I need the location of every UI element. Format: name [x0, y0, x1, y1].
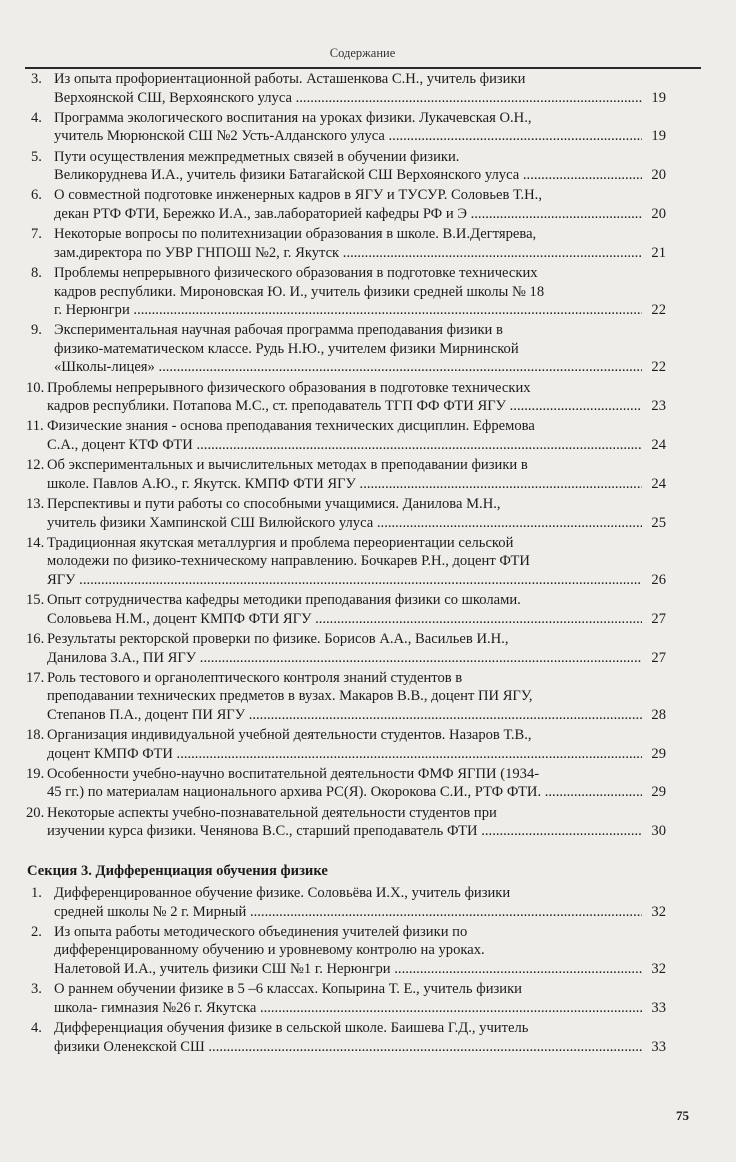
entry-page-number: 33 — [651, 999, 666, 1016]
toc-entry — [0, 1019, 736, 1056]
entry-text-line: Программа экологического воспитания на уроках физики. Лукачевская О.Н., — [54, 109, 532, 126]
entry-number: 14. — [26, 534, 45, 551]
entry-number: 5. — [31, 148, 42, 165]
entry-text-line: Организация индивидуальной учебной деятельности студентов. Назаров Т.В., — [47, 727, 532, 744]
entry-number: 8. — [31, 264, 42, 281]
entry-text-line: ЯГУ ..... — [47, 571, 642, 590]
entry-page-number: 30 — [651, 823, 666, 840]
entry-page-number: 20 — [651, 167, 666, 184]
toc-entry — [0, 765, 736, 802]
toc-entry — [0, 534, 736, 590]
table-of-contents — [0, 70, 736, 842]
entry-text-line: 45 гг.) по материалам национального архива РС(Я). Окорокова С.И., РТФ ФТИ. ..... — [47, 783, 642, 802]
entry-text-line: зам.директора по УВР ГНПОШ №2, г. Якутск ..... — [54, 244, 642, 263]
entry-text-line: средней школы № 2 г. Мирный ..... — [54, 903, 642, 922]
entry-number: 10. — [26, 379, 45, 396]
toc-entry — [0, 884, 736, 921]
entry-number: 4. — [31, 1019, 42, 1036]
entry-text-line: О раннем обучении физике в 5 –6 классах. Копырина Т. Е., учитель физики — [54, 981, 522, 998]
entry-text-line: Великоруднева И.А., учитель физики Батагайской СШ Верхоянского улуса ..... — [54, 166, 642, 185]
entry-text-line: Результаты ректорской проверки по физике. Борисов А.А., Васильев И.Н., — [47, 630, 509, 647]
entry-page-number: 20 — [651, 205, 666, 222]
entry-text-line: Налетовой И.А., учитель физики СШ №1 г. Нерюнгри ..... — [54, 960, 642, 979]
entry-text-line: Соловьева Н.М., доцент КМПФ ФТИ ЯГУ ..... — [47, 610, 642, 629]
entry-number: 4. — [31, 109, 42, 126]
entry-number: 12. — [26, 457, 45, 474]
entry-page-number: 21 — [651, 244, 666, 261]
entry-text-line: Некоторые аспекты учебно-познавательной деятельности студентов при — [47, 804, 497, 821]
toc-entry — [0, 495, 736, 532]
running-header: Содержание — [329, 46, 396, 60]
entry-number: 1. — [31, 885, 42, 901]
entry-text-line: школа- гимназия №26 г. Якутска ..... — [54, 999, 642, 1018]
entry-text-line: Дифференцированное обучение физике. Соловьёва И.Х., учитель физики — [54, 885, 511, 901]
entry-text-line: Экспериментальная научная рабочая программа преподавания физики в — [54, 322, 503, 339]
entry-number: 13. — [26, 496, 45, 512]
entry-number: 17. — [26, 669, 45, 686]
toc-entry — [0, 726, 736, 763]
entry-number: 15. — [26, 592, 45, 609]
entry-text-line: О совместной подготовке инженерных кадров в ЯГУ и ТУСУР. Соловьев Т.Н., — [54, 187, 542, 204]
entry-text-line: Верхоянской СШ, Верхоянского улуса ..... — [54, 89, 642, 108]
entry-text-line: Некоторые вопросы по политехнизации образования в школе. В.И.Дегтярева, — [54, 226, 537, 243]
entry-text-line: школе. Павлов А.Ю., г. Якутск. КМПФ ФТИ ЯГУ ..... — [47, 475, 642, 494]
entry-text-line: Пути осуществления межпредметных связей в обучении физики. — [54, 148, 460, 165]
toc-entry — [0, 321, 736, 377]
entry-number: 3. — [31, 981, 42, 998]
entry-number: 16. — [26, 630, 45, 647]
toc-entry — [0, 456, 736, 493]
entry-text-line: «Школы-лицея» ..... — [54, 358, 642, 377]
entry-text-line: Проблемы непрерывного физического образования в подготовке технических — [47, 379, 531, 396]
entry-text-line: доцент КМПФ ФТИ ..... — [47, 745, 642, 764]
toc-entry — [0, 923, 736, 979]
toc-entry — [0, 70, 736, 107]
page-number: 75 — [676, 1108, 689, 1123]
toc-entry — [0, 980, 736, 1017]
entry-number: 19. — [26, 765, 45, 782]
entry-text-line: Опыт сотрудничества кафедры методики преподавания физики со школами. — [47, 592, 521, 609]
entry-page-number: 19 — [651, 89, 666, 106]
section-title: Секция 3. Дифференциация обучения физике — [27, 863, 328, 879]
entry-text-line: преподавании технических предметов в вузах. Макаров В.В., доцент ПИ ЯГУ, — [47, 688, 533, 705]
entry-number: 18. — [26, 727, 45, 744]
entry-number: 9. — [31, 322, 42, 339]
toc-entry — [0, 109, 736, 146]
entry-page-number: 28 — [651, 706, 666, 723]
entry-page-number: 22 — [651, 359, 666, 376]
entry-page-number: 25 — [651, 514, 666, 531]
entry-text-line: учитель Мюрюнской СШ №2 Усть-Алданского улуса ..... — [54, 127, 642, 146]
entry-number: 11. — [26, 418, 44, 435]
entry-page-number: 33 — [651, 1038, 666, 1055]
entry-page-number: 32 — [651, 903, 666, 920]
entry-page-number: 24 — [651, 437, 666, 454]
entry-text-line: кадров республики. Потапова М.С., ст. преподаватель ТГП ФФ ФТИ ЯГУ ..... — [47, 397, 642, 416]
entry-text-line: декан РТФ ФТИ, Бережко И.А., зав.лабораторией кафедры РФ и Э ..... — [54, 205, 642, 224]
entry-text-line: Физические знания - основа преподавания технических дисциплин. Ефремова — [47, 418, 535, 435]
entry-text-line: Проблемы непрерывного физического образования в подготовке технических — [54, 264, 538, 281]
section-3-entries — [0, 884, 736, 1058]
entry-text-line: Особенности учебно-научно воспитательной деятельности ФМФ ЯГПИ (1934- — [47, 765, 540, 782]
entry-page-number: 22 — [651, 302, 666, 319]
entry-text-line: Из опыта профориентационной работы. Асташенкова С.Н., учитель физики — [54, 71, 526, 87]
entry-number: 2. — [31, 923, 42, 940]
entry-number: 7. — [31, 226, 42, 243]
toc-entry — [0, 804, 736, 841]
toc-entry — [0, 148, 736, 185]
entry-text-line: кадров республики. Мироновская Ю. И., учитель физики средней школы № 18 — [54, 283, 545, 300]
toc-entry — [0, 417, 736, 454]
entry-text-line: изучении курса физики. Ченянова В.С., старший преподаватель ФТИ ..... — [47, 822, 642, 841]
entry-text-line: Дифференциация обучения физике в сельской школе. Баишева Г.Д., учитель — [54, 1019, 529, 1036]
toc-entry — [0, 225, 736, 262]
entry-text-line: Традиционная якутская металлургия и проблема переориентации сельской — [47, 534, 514, 551]
entry-number: 20. — [26, 804, 45, 821]
entry-text-line: г. Нерюнгри ..... — [54, 301, 642, 320]
toc-entry — [0, 630, 736, 667]
header-rule — [25, 67, 701, 69]
entry-page-number: 19 — [651, 128, 666, 145]
entry-text-line: Роль тестового и органолептического контроля знаний студентов в — [47, 669, 463, 686]
toc-entry — [0, 186, 736, 223]
entry-page-number: 23 — [651, 398, 666, 415]
toc-entry — [0, 669, 736, 725]
entry-number: 6. — [31, 187, 42, 204]
toc-entry — [0, 264, 736, 320]
entry-text-line: С.А., доцент КТФ ФТИ ..... — [47, 436, 642, 455]
entry-page-number: 24 — [651, 475, 666, 492]
entry-text-line: молодежи по физико-техническому направлению. Бочкарев Р.Н., доцент ФТИ — [47, 553, 530, 570]
entry-text-line: Данилова З.А., ПИ ЯГУ ..... — [47, 649, 642, 668]
entry-page-number: 32 — [651, 960, 666, 977]
entry-page-number: 27 — [651, 649, 666, 666]
entry-number: 3. — [31, 71, 42, 87]
toc-entry — [0, 591, 736, 628]
entry-text-line: Из опыта работы методического объединения учителей физики по — [54, 923, 468, 940]
entry-text-line: Об экспериментальных и вычислительных методах в преподавании физики в — [47, 457, 528, 474]
entry-text-line: Степанов П.А., доцент ПИ ЯГУ ..... — [47, 706, 642, 725]
entry-text-line: физико-математическом классе. Рудь Н.Ю., учителем физики Мирнинской — [54, 340, 519, 357]
entry-text-line: физики Оленекской СШ ..... — [54, 1038, 642, 1057]
entry-text-line: дифференцированному обучению и уровневому контролю на уроках. — [54, 942, 485, 959]
entry-page-number: 26 — [651, 571, 666, 588]
entry-page-number: 27 — [651, 610, 666, 627]
entry-text-line: Перспективы и пути работы со способными учащимися. Данилова М.Н., — [47, 496, 501, 512]
entry-page-number: 29 — [651, 745, 666, 762]
entry-page-number: 29 — [651, 784, 666, 801]
toc-entry — [0, 379, 736, 416]
entry-text-line: учитель физики Хампинской СШ Вилюйского улуса ..... — [47, 514, 642, 533]
